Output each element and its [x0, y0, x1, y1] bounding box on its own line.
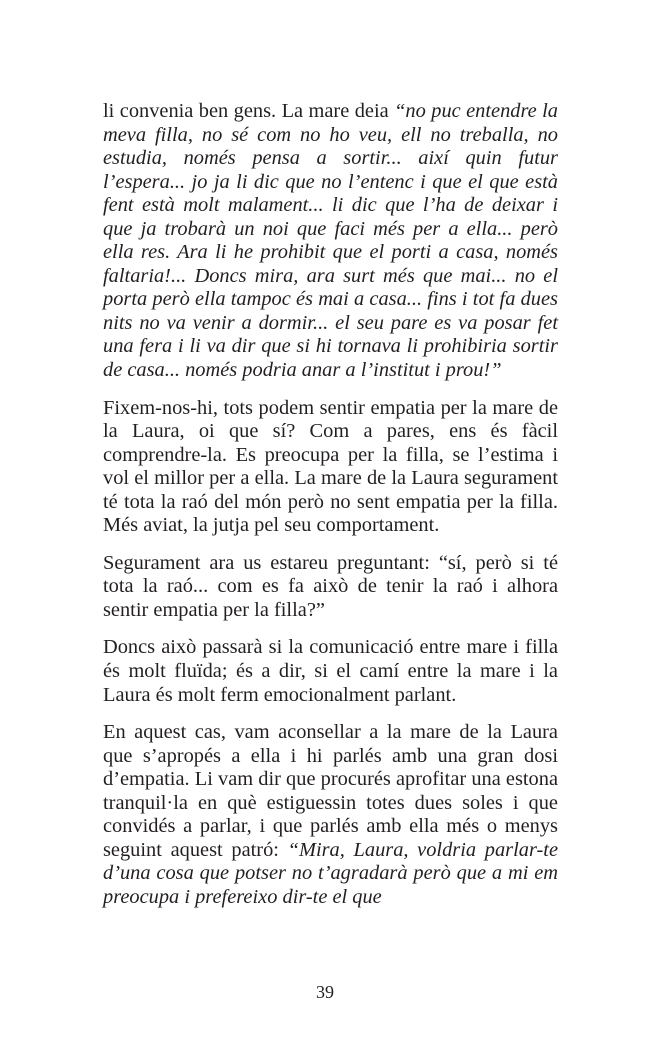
- paragraph-3: Segurament ara us estareu preguntant: “sí, però si té tota la raó... com es fa això de tenir la raó i alhora sentir empatia per la filla?”: [103, 551, 558, 621]
- paragraph-1-quote: “no puc entendre la meva filla, no sé com no ho veu, ell no treballa, no estudia, només pensa a sortir... així quin futur l’espera... jo ja li dic que no l’entenc i que el que està fent està molt malament... li dic que l’ha de deixar i que ja trobarà un noi que faci més per a ella... però ella res. Ara li he prohibit que el porti a casa, només faltaria!... Doncs mira, ara surt més que mai... no el porta però ella tampoc és mai a casa... fins i tot fa dues nits no va venir a dormir... el seu pare es va posar fet una fera i li va dir que si hi tornava li prohibiria sortir de casa... només podria anar a l’institut i prou!”: [103, 100, 559, 382]
- page-number: 39: [316, 982, 334, 1002]
- paragraph-5: [103, 721, 558, 909]
- paragraph-1: [103, 100, 558, 383]
- paragraph-4: Doncs això passarà si la comunicació entre mare i filla és molt fluïda; és a dir, si el camí entre la mare i la Laura és molt ferm emocionalment parlant.: [103, 636, 558, 706]
- body-text: [103, 100, 558, 924]
- paragraph-2: Fixem-nos-hi, tots podem sentir empatia per la mare de la Laura, oi que sí? Com a pares, ens és fàcil comprendre-la. Es preocupa per la filla, se l’estima i vol el millor per a ella. La mare de la Laura segurament té tota la raó del món però no sent empatia per la filla. Més aviat, la jutja pel seu comportament.: [103, 396, 558, 537]
- paragraph-1-lead: li convenia ben gens. La mare deia: [103, 100, 395, 122]
- paragraph-5-lead: En aquest cas, vam aconsellar a la mare de la Laura que s’apropés a ella i hi parlés amb una gran dosi d’empatia. Li vam dir que procurés aprofitar una estona tranquil·la en què estiguessin totes dues soles i que convidés a parlar, i que parlés amb ella més o menys seguint aquest patró:: [103, 721, 558, 861]
- paragraph-5-quote: “Mira, Laura, voldria parlar-te d’una cosa que potser no t’agradarà però que a mi em preocupa i prefereixo dir-te el que: [103, 838, 558, 908]
